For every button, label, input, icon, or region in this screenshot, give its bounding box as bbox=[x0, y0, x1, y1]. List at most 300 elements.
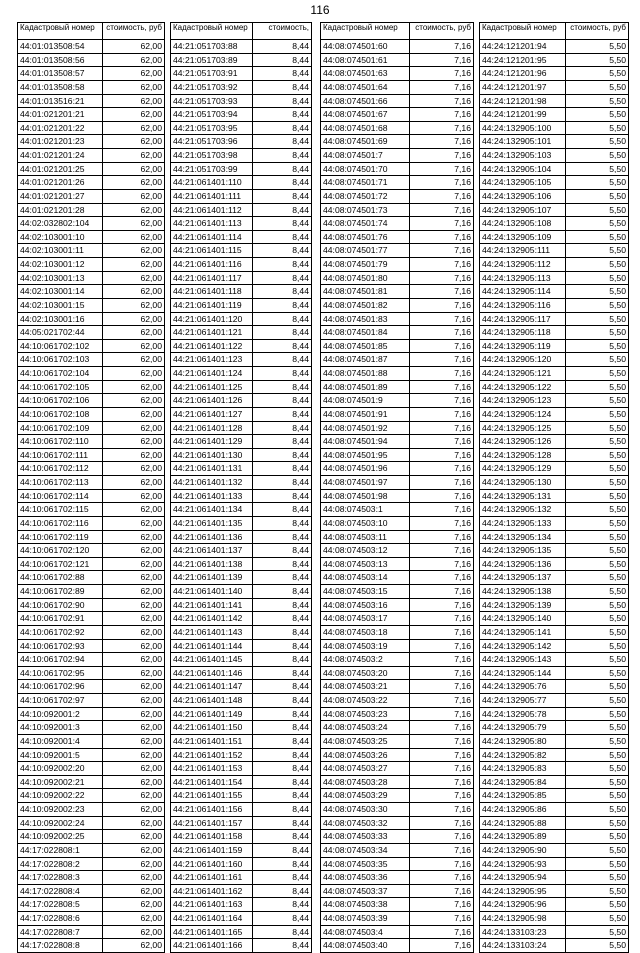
table-row bbox=[321, 625, 474, 639]
cost-cell: 62,00 bbox=[103, 339, 165, 353]
cadastral-number-cell: 44:24:132905:114 bbox=[480, 285, 566, 299]
table-row bbox=[18, 830, 165, 844]
cost-cell: 5,50 bbox=[566, 108, 629, 122]
cadastral-number-cell: 44:08:074501:67 bbox=[321, 108, 410, 122]
cost-cell: 7,16 bbox=[409, 435, 473, 449]
table-row bbox=[321, 203, 474, 217]
table-row bbox=[480, 857, 629, 871]
cost-cell: 8,44 bbox=[252, 203, 311, 217]
cadastral-number-cell: 44:21:061401:151 bbox=[171, 734, 253, 748]
cost-cell: 8,44 bbox=[252, 871, 311, 885]
table-row bbox=[321, 694, 474, 708]
cost-cell: 62,00 bbox=[103, 40, 165, 54]
cadastral-number-cell: 44:10:092002:22 bbox=[18, 789, 103, 803]
cadastral-number-cell: 44:21:061401:160 bbox=[171, 857, 253, 871]
table-row bbox=[321, 925, 474, 939]
cadastral-number-cell: 44:21:061401:142 bbox=[171, 612, 253, 626]
cadastral-number-cell: 44:24:132905:90 bbox=[480, 843, 566, 857]
cadastral-number-cell: 44:08:074501:69 bbox=[321, 135, 410, 149]
table-row bbox=[480, 367, 629, 381]
cost-cell: 5,50 bbox=[566, 435, 629, 449]
cadastral-number-cell: 44:08:074501:63 bbox=[321, 67, 410, 81]
cadastral-number-cell: 44:10:092001:4 bbox=[18, 734, 103, 748]
table-row bbox=[18, 816, 165, 830]
cadastral-number-cell: 44:10:061702:97 bbox=[18, 694, 103, 708]
cost-cell: 5,50 bbox=[566, 326, 629, 340]
page-number: 116 bbox=[310, 3, 330, 17]
table-row bbox=[480, 476, 629, 490]
cadastral-number-cell: 44:08:074501:77 bbox=[321, 244, 410, 258]
cadastral-number-cell: 44:24:132905:101 bbox=[480, 135, 566, 149]
table-row bbox=[321, 367, 474, 381]
cadastral-number-cell: 44:08:074501:72 bbox=[321, 189, 410, 203]
cadastral-number-cell: 44:24:132905:135 bbox=[480, 544, 566, 558]
table-row bbox=[18, 162, 165, 176]
table-row bbox=[171, 503, 312, 517]
cost-cell: 7,16 bbox=[409, 775, 473, 789]
cost-cell: 62,00 bbox=[103, 557, 165, 571]
table-row bbox=[171, 530, 312, 544]
cadastral-number-cell: 44:10:061702:91 bbox=[18, 612, 103, 626]
table-row bbox=[18, 135, 165, 149]
cadastral-number-cell: 44:24:132905:118 bbox=[480, 326, 566, 340]
cadastral-number-cell: 44:24:132905:142 bbox=[480, 639, 566, 653]
table-row bbox=[18, 40, 165, 54]
table-row bbox=[480, 789, 629, 803]
table-header-row bbox=[480, 23, 629, 40]
cost-cell: 5,50 bbox=[566, 380, 629, 394]
cost-cell: 5,50 bbox=[566, 271, 629, 285]
cost-cell: 7,16 bbox=[409, 121, 473, 135]
cadastral-number-cell: 44:10:061702:102 bbox=[18, 339, 103, 353]
table-row bbox=[18, 394, 165, 408]
cost-cell: 7,16 bbox=[409, 639, 473, 653]
cost-cell: 7,16 bbox=[409, 830, 473, 844]
cadastral-number-cell: 44:08:074503:11 bbox=[321, 530, 410, 544]
table-row bbox=[480, 94, 629, 108]
cadastral-number-cell: 44:24:132905:131 bbox=[480, 489, 566, 503]
table-row bbox=[171, 775, 312, 789]
table-row bbox=[18, 339, 165, 353]
cost-cell: 62,00 bbox=[103, 80, 165, 94]
cost-cell: 8,44 bbox=[252, 353, 311, 367]
cadastral-number-cell: 44:21:061401:148 bbox=[171, 694, 253, 708]
table-row bbox=[171, 367, 312, 381]
cost-cell: 62,00 bbox=[103, 843, 165, 857]
cadastral-number-cell: 44:24:132905:119 bbox=[480, 339, 566, 353]
cost-cell: 62,00 bbox=[103, 162, 165, 176]
table-row bbox=[18, 258, 165, 272]
cost-cell: 62,00 bbox=[103, 680, 165, 694]
table-row bbox=[18, 367, 165, 381]
cost-cell: 7,16 bbox=[409, 476, 473, 490]
cadastral-number-cell: 44:08:074503:18 bbox=[321, 625, 410, 639]
cost-cell: 62,00 bbox=[103, 108, 165, 122]
table-row bbox=[171, 516, 312, 530]
table-row bbox=[321, 789, 474, 803]
cadastral-number-cell: 44:21:061401:132 bbox=[171, 476, 253, 490]
table-row bbox=[171, 271, 312, 285]
cadastral-number-cell: 44:10:092001:2 bbox=[18, 707, 103, 721]
cost-cell: 8,44 bbox=[252, 898, 311, 912]
cost-cell: 8,44 bbox=[252, 625, 311, 639]
cost-cell: 8,44 bbox=[252, 149, 311, 163]
cadastral-number-cell: 44:08:074503:17 bbox=[321, 612, 410, 626]
table-row bbox=[18, 639, 165, 653]
cost-cell: 62,00 bbox=[103, 775, 165, 789]
table-row bbox=[321, 40, 474, 54]
cost-cell: 7,16 bbox=[409, 748, 473, 762]
cadastral-number-cell: 44:08:074503:27 bbox=[321, 762, 410, 776]
cadastral-number-cell: 44:08:074503:32 bbox=[321, 816, 410, 830]
table-row bbox=[480, 571, 629, 585]
table-row bbox=[18, 625, 165, 639]
table-row bbox=[480, 189, 629, 203]
cost-cell: 5,50 bbox=[566, 121, 629, 135]
cadastral-number-cell: 44:24:132905:94 bbox=[480, 871, 566, 885]
table-row bbox=[171, 625, 312, 639]
cost-cell: 8,44 bbox=[252, 571, 311, 585]
cadastral-number-cell: 44:21:061401:124 bbox=[171, 367, 253, 381]
table-row bbox=[321, 94, 474, 108]
cost-cell: 5,50 bbox=[566, 843, 629, 857]
table-row bbox=[321, 394, 474, 408]
table-row bbox=[321, 734, 474, 748]
cadastral-number-cell: 44:08:074501:71 bbox=[321, 176, 410, 190]
cost-cell: 62,00 bbox=[103, 734, 165, 748]
cost-cell: 7,16 bbox=[409, 721, 473, 735]
cadastral-number-cell: 44:21:061401:137 bbox=[171, 544, 253, 558]
cost-cell: 7,16 bbox=[409, 258, 473, 272]
cost-cell: 5,50 bbox=[566, 789, 629, 803]
cost-cell: 8,44 bbox=[252, 476, 311, 490]
cost-cell: 62,00 bbox=[103, 803, 165, 817]
cost-cell: 62,00 bbox=[103, 189, 165, 203]
table-row bbox=[321, 585, 474, 599]
table-row bbox=[18, 680, 165, 694]
cost-cell: 62,00 bbox=[103, 816, 165, 830]
table-row bbox=[321, 244, 474, 258]
table-row bbox=[18, 407, 165, 421]
table-row bbox=[171, 94, 312, 108]
cadastral-number-cell: 44:08:074501:83 bbox=[321, 312, 410, 326]
table-row bbox=[18, 585, 165, 599]
table-row bbox=[321, 816, 474, 830]
cadastral-number-cell: 44:08:074503:28 bbox=[321, 775, 410, 789]
cadastral-number-cell: 44:02:103001:11 bbox=[18, 244, 103, 258]
table-row bbox=[18, 762, 165, 776]
cadastral-number-cell: 44:10:061702:113 bbox=[18, 476, 103, 490]
cost-cell: 5,50 bbox=[566, 217, 629, 231]
cost-cell: 7,16 bbox=[409, 244, 473, 258]
table-row bbox=[321, 285, 474, 299]
cost-cell: 62,00 bbox=[103, 789, 165, 803]
cost-cell: 8,44 bbox=[252, 53, 311, 67]
cost-cell: 8,44 bbox=[252, 244, 311, 258]
table-row bbox=[480, 516, 629, 530]
cadastral-number-cell: 44:08:074503:25 bbox=[321, 734, 410, 748]
cost-cell: 8,44 bbox=[252, 462, 311, 476]
cost-cell: 62,00 bbox=[103, 298, 165, 312]
table-row bbox=[171, 80, 312, 94]
cadastral-number-cell: 44:24:132905:104 bbox=[480, 162, 566, 176]
cadastral-table-2 bbox=[170, 22, 312, 953]
cadastral-number-cell: 44:21:061401:120 bbox=[171, 312, 253, 326]
cadastral-number-cell: 44:21:061401:115 bbox=[171, 244, 253, 258]
cadastral-number-cell: 44:21:061401:122 bbox=[171, 339, 253, 353]
cadastral-number-cell: 44:24:132905:124 bbox=[480, 407, 566, 421]
cost-cell: 8,44 bbox=[252, 666, 311, 680]
table-row bbox=[321, 939, 474, 953]
table-row bbox=[480, 748, 629, 762]
table-row bbox=[480, 489, 629, 503]
cadastral-number-cell: 44:24:132905:109 bbox=[480, 230, 566, 244]
cost-cell: 62,00 bbox=[103, 421, 165, 435]
cadastral-number-cell: 44:21:061401:138 bbox=[171, 557, 253, 571]
table-row bbox=[171, 598, 312, 612]
header-cost: стоимость, руб bbox=[103, 23, 165, 40]
table-row bbox=[171, 857, 312, 871]
cost-cell: 8,44 bbox=[252, 803, 311, 817]
table-row bbox=[171, 108, 312, 122]
cost-cell: 5,50 bbox=[566, 462, 629, 476]
table-row bbox=[480, 775, 629, 789]
cost-cell: 8,44 bbox=[252, 544, 311, 558]
cadastral-number-cell: 44:21:061401:161 bbox=[171, 871, 253, 885]
table-row bbox=[480, 612, 629, 626]
cost-cell: 7,16 bbox=[409, 707, 473, 721]
cost-cell: 5,50 bbox=[566, 448, 629, 462]
cadastral-number-cell: 44:24:132905:86 bbox=[480, 803, 566, 817]
table-row bbox=[480, 585, 629, 599]
table-row bbox=[18, 421, 165, 435]
table-row bbox=[18, 189, 165, 203]
table-row bbox=[18, 94, 165, 108]
cost-cell: 8,44 bbox=[252, 326, 311, 340]
cadastral-number-cell: 44:24:132905:140 bbox=[480, 612, 566, 626]
cost-cell: 62,00 bbox=[103, 707, 165, 721]
cadastral-number-cell: 44:08:074503:14 bbox=[321, 571, 410, 585]
table-row bbox=[18, 326, 165, 340]
cadastral-number-cell: 44:24:132905:129 bbox=[480, 462, 566, 476]
table-row bbox=[171, 476, 312, 490]
table-row bbox=[18, 121, 165, 135]
cadastral-number-cell: 44:21:061401:163 bbox=[171, 898, 253, 912]
table-row bbox=[18, 912, 165, 926]
cadastral-number-cell: 44:08:074501:9 bbox=[321, 394, 410, 408]
table-header-row bbox=[171, 23, 312, 40]
cost-cell: 7,16 bbox=[409, 789, 473, 803]
table-row bbox=[480, 734, 629, 748]
cadastral-number-cell: 44:10:061702:112 bbox=[18, 462, 103, 476]
cost-cell: 8,44 bbox=[252, 258, 311, 272]
cadastral-number-cell: 44:10:061702:111 bbox=[18, 448, 103, 462]
cost-cell: 8,44 bbox=[252, 67, 311, 81]
cost-cell: 5,50 bbox=[566, 258, 629, 272]
cadastral-number-cell: 44:24:132905:108 bbox=[480, 217, 566, 231]
cadastral-table-3 bbox=[320, 22, 474, 953]
cost-cell: 5,50 bbox=[566, 585, 629, 599]
cadastral-number-cell: 44:08:074503:19 bbox=[321, 639, 410, 653]
cadastral-number-cell: 44:24:132905:141 bbox=[480, 625, 566, 639]
table-row bbox=[480, 557, 629, 571]
cadastral-number-cell: 44:08:074503:20 bbox=[321, 666, 410, 680]
cadastral-table-1 bbox=[17, 22, 165, 953]
table-row bbox=[480, 653, 629, 667]
cost-cell: 7,16 bbox=[409, 176, 473, 190]
cost-cell: 5,50 bbox=[566, 912, 629, 926]
table-row bbox=[171, 285, 312, 299]
cost-cell: 5,50 bbox=[566, 680, 629, 694]
cadastral-number-cell: 44:08:074503:24 bbox=[321, 721, 410, 735]
cost-cell: 7,16 bbox=[409, 53, 473, 67]
cost-cell: 7,16 bbox=[409, 135, 473, 149]
cadastral-number-cell: 44:10:092002:25 bbox=[18, 830, 103, 844]
cost-cell: 62,00 bbox=[103, 476, 165, 490]
cost-cell: 62,00 bbox=[103, 203, 165, 217]
table-row bbox=[321, 230, 474, 244]
cost-cell: 7,16 bbox=[409, 598, 473, 612]
cadastral-number-cell: 44:08:074503:22 bbox=[321, 694, 410, 708]
cadastral-number-cell: 44:10:061702:90 bbox=[18, 598, 103, 612]
table-row bbox=[171, 694, 312, 708]
cadastral-number-cell: 44:21:061401:147 bbox=[171, 680, 253, 694]
table-row bbox=[18, 489, 165, 503]
table-row bbox=[321, 530, 474, 544]
table-row bbox=[171, 230, 312, 244]
cost-cell: 5,50 bbox=[566, 939, 629, 953]
cost-cell: 62,00 bbox=[103, 230, 165, 244]
table-row bbox=[321, 121, 474, 135]
cost-cell: 7,16 bbox=[409, 871, 473, 885]
table-row bbox=[171, 421, 312, 435]
cadastral-number-cell: 44:10:061702:121 bbox=[18, 557, 103, 571]
cadastral-number-cell: 44:21:061401:157 bbox=[171, 816, 253, 830]
table-row bbox=[321, 312, 474, 326]
cost-cell: 8,44 bbox=[252, 367, 311, 381]
cadastral-number-cell: 44:01:021201:27 bbox=[18, 189, 103, 203]
table-row bbox=[480, 312, 629, 326]
cadastral-number-cell: 44:21:061401:135 bbox=[171, 516, 253, 530]
cadastral-number-cell: 44:21:061401:131 bbox=[171, 462, 253, 476]
cost-cell: 5,50 bbox=[566, 734, 629, 748]
cadastral-number-cell: 44:02:103001:13 bbox=[18, 271, 103, 285]
cost-cell: 62,00 bbox=[103, 285, 165, 299]
cost-cell: 7,16 bbox=[409, 925, 473, 939]
cost-cell: 7,16 bbox=[409, 394, 473, 408]
header-cost: стоимость, руб bbox=[409, 23, 473, 40]
cadastral-number-cell: 44:24:121201:96 bbox=[480, 67, 566, 81]
cost-cell: 7,16 bbox=[409, 816, 473, 830]
cadastral-number-cell: 44:02:103001:15 bbox=[18, 298, 103, 312]
table-row bbox=[321, 680, 474, 694]
cadastral-number-cell: 44:01:013508:54 bbox=[18, 40, 103, 54]
table-row bbox=[171, 748, 312, 762]
cost-cell: 7,16 bbox=[409, 149, 473, 163]
cost-cell: 5,50 bbox=[566, 298, 629, 312]
cadastral-number-cell: 44:21:061401:129 bbox=[171, 435, 253, 449]
cost-cell: 5,50 bbox=[566, 489, 629, 503]
cadastral-number-cell: 44:10:061702:94 bbox=[18, 653, 103, 667]
table-row bbox=[171, 884, 312, 898]
cost-cell: 62,00 bbox=[103, 625, 165, 639]
cost-cell: 7,16 bbox=[409, 857, 473, 871]
cadastral-number-cell: 44:24:132905:133 bbox=[480, 516, 566, 530]
cost-cell: 5,50 bbox=[566, 516, 629, 530]
cadastral-number-cell: 44:24:132905:121 bbox=[480, 367, 566, 381]
table-row bbox=[321, 380, 474, 394]
cost-cell: 8,44 bbox=[252, 298, 311, 312]
cost-cell: 8,44 bbox=[252, 748, 311, 762]
cost-cell: 7,16 bbox=[409, 40, 473, 54]
cadastral-number-cell: 44:01:021201:26 bbox=[18, 176, 103, 190]
cost-cell: 5,50 bbox=[566, 544, 629, 558]
cadastral-number-cell: 44:08:074503:37 bbox=[321, 884, 410, 898]
cost-cell: 62,00 bbox=[103, 762, 165, 776]
cadastral-number-cell: 44:24:133103:23 bbox=[480, 925, 566, 939]
table-row bbox=[321, 707, 474, 721]
table-row bbox=[321, 217, 474, 231]
cost-cell: 8,44 bbox=[252, 857, 311, 871]
table-row bbox=[18, 721, 165, 735]
cost-cell: 5,50 bbox=[566, 598, 629, 612]
cadastral-number-cell: 44:08:074501:74 bbox=[321, 217, 410, 231]
cost-cell: 62,00 bbox=[103, 244, 165, 258]
table-row bbox=[171, 789, 312, 803]
cost-cell: 8,44 bbox=[252, 585, 311, 599]
table-row bbox=[18, 544, 165, 558]
cost-cell: 62,00 bbox=[103, 912, 165, 926]
table-row bbox=[321, 80, 474, 94]
cadastral-number-cell: 44:24:132905:83 bbox=[480, 762, 566, 776]
table-row bbox=[171, 203, 312, 217]
cost-cell: 62,00 bbox=[103, 121, 165, 135]
table-row bbox=[321, 448, 474, 462]
table-row bbox=[480, 843, 629, 857]
cadastral-number-cell: 44:21:061401:159 bbox=[171, 843, 253, 857]
cadastral-number-cell: 44:21:061401:154 bbox=[171, 775, 253, 789]
cost-cell: 7,16 bbox=[409, 462, 473, 476]
cadastral-number-cell: 44:01:021201:28 bbox=[18, 203, 103, 217]
cost-cell: 8,44 bbox=[252, 843, 311, 857]
cost-cell: 7,16 bbox=[409, 230, 473, 244]
table-row bbox=[480, 67, 629, 81]
table-row bbox=[171, 843, 312, 857]
table-row bbox=[321, 557, 474, 571]
cadastral-number-cell: 44:10:092002:24 bbox=[18, 816, 103, 830]
cadastral-number-cell: 44:08:074503:34 bbox=[321, 843, 410, 857]
cadastral-number-cell: 44:08:074501:76 bbox=[321, 230, 410, 244]
cadastral-number-cell: 44:08:074503:38 bbox=[321, 898, 410, 912]
cadastral-number-cell: 44:08:074501:97 bbox=[321, 476, 410, 490]
cost-cell: 7,16 bbox=[409, 285, 473, 299]
cadastral-number-cell: 44:10:061702:103 bbox=[18, 353, 103, 367]
cost-cell: 5,50 bbox=[566, 707, 629, 721]
cadastral-number-cell: 44:21:061401:119 bbox=[171, 298, 253, 312]
table-row bbox=[480, 135, 629, 149]
table-row bbox=[171, 339, 312, 353]
table-row bbox=[18, 476, 165, 490]
header-cadastral-number: Кадастровый номер bbox=[321, 23, 410, 40]
cadastral-number-cell: 44:24:132905:107 bbox=[480, 203, 566, 217]
cadastral-number-cell: 44:05:021702:44 bbox=[18, 326, 103, 340]
cadastral-number-cell: 44:21:051703:99 bbox=[171, 162, 253, 176]
cadastral-number-cell: 44:10:061702:120 bbox=[18, 544, 103, 558]
cost-cell: 5,50 bbox=[566, 803, 629, 817]
cost-cell: 62,00 bbox=[103, 925, 165, 939]
cost-cell: 8,44 bbox=[252, 503, 311, 517]
cost-cell: 7,16 bbox=[409, 653, 473, 667]
